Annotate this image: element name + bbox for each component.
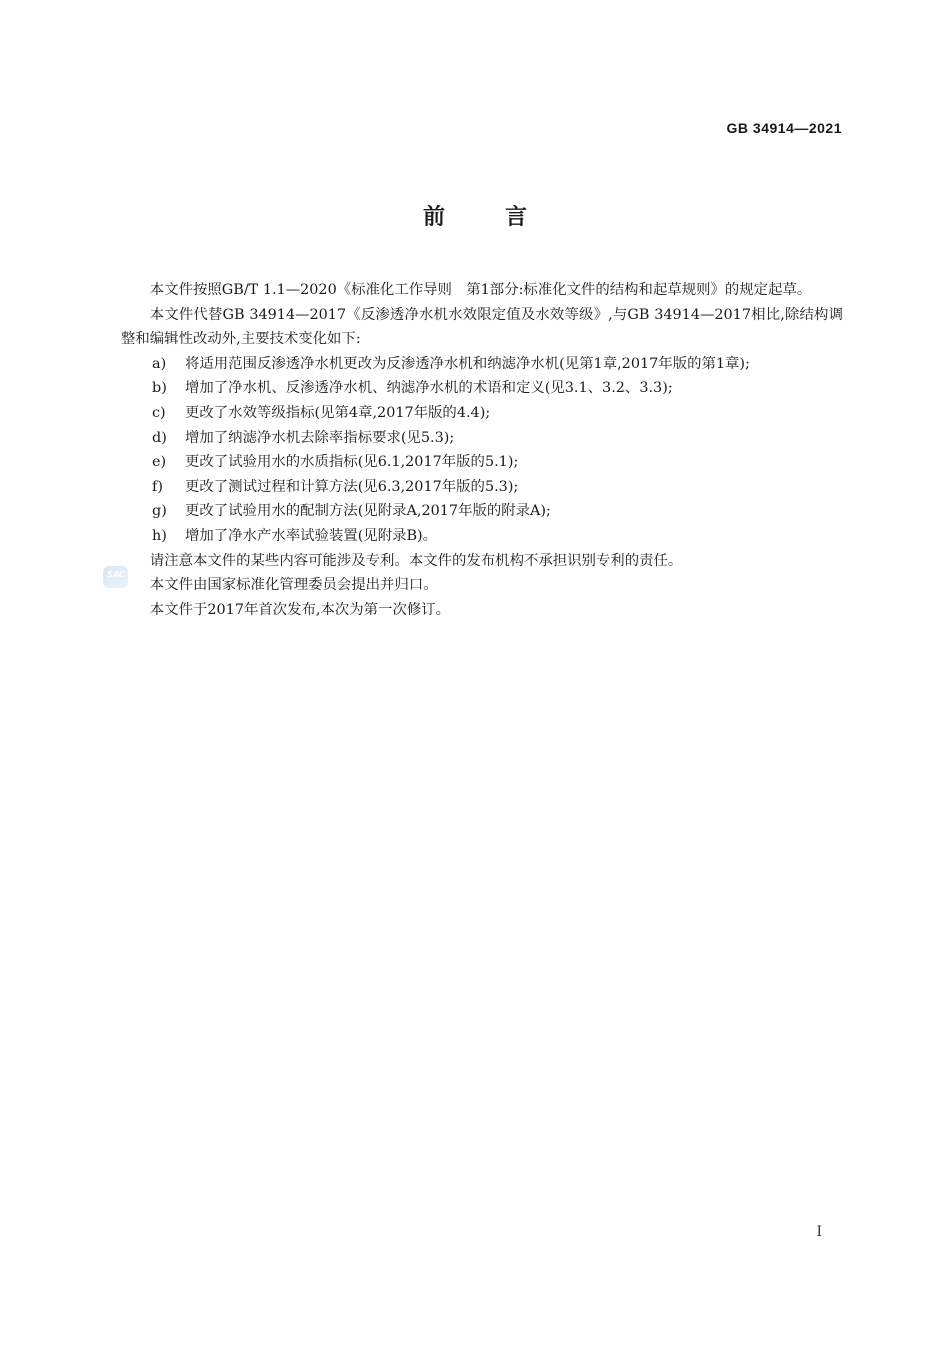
intro-paragraph-replacement: 本文件代替GB 34914—2017《反渗透净水机水效限定值及水效等级》,与GB 34914—2017相比,除结构调整和编辑性改动外,主要技术变化如下:	[121, 306, 843, 348]
list-item-text: 更改了试验用水的水质指标(见6.1,2017年版的5.1);	[185, 454, 519, 471]
list-item-mark: f)	[152, 478, 163, 495]
list-item	[121, 352, 843, 377]
list-item	[121, 499, 843, 524]
list-item	[121, 376, 843, 401]
standard-number: GB 34914—2021	[726, 120, 842, 136]
foreword-body	[121, 278, 843, 622]
proposer-paragraph: 本文件由国家标准化管理委员会提出并归口。	[149, 577, 438, 594]
intro-paragraph-drafting: 本文件按照GB/T 1.1—2020《标准化工作导则 第1部分:标准化文件的结构和起草规则》的规定起草。	[149, 282, 812, 298]
list-item-mark: a)	[152, 355, 167, 372]
list-item	[121, 475, 843, 500]
list-item-mark: c)	[152, 404, 166, 421]
list-item-mark: h)	[152, 527, 167, 544]
list-item	[121, 401, 843, 426]
list-item-text: 更改了试验用水的配制方法(见附录A,2017年版的附录A);	[185, 503, 551, 520]
list-item-mark: e)	[152, 454, 167, 471]
patent-notice-paragraph: 请注意本文件的某些内容可能涉及专利。本文件的发布机构不承担识别专利的责任。	[149, 552, 683, 569]
list-item-text: 增加了纳滤净水机去除率指标要求(见5.3);	[185, 429, 455, 446]
list-item	[121, 426, 843, 451]
list-item-text: 增加了净水产水率试验装置(见附录B)。	[185, 527, 438, 544]
list-item	[121, 450, 843, 475]
list-item-text: 更改了水效等级指标(见第4章,2017年版的4.4);	[185, 404, 491, 421]
revision-history-paragraph: 本文件于2017年首次发布,本次为第一次修订。	[149, 601, 451, 618]
list-item-mark: g)	[152, 503, 167, 520]
sac-logo-text: SAC	[107, 570, 125, 579]
list-item-text: 更改了测试过程和计算方法(见6.3,2017年版的5.3);	[185, 478, 519, 495]
page-number: I	[816, 1224, 822, 1240]
list-item	[121, 524, 843, 549]
list-item-mark: d)	[152, 429, 167, 446]
list-item-text: 将适用范围反渗透净水机更改为反渗透净水机和纳滤净水机(见第1章,2017年版的第1章);	[185, 355, 750, 372]
page-title: 前言	[422, 205, 587, 230]
list-item-mark: b)	[152, 380, 167, 397]
technical-changes-list	[121, 352, 843, 549]
list-item-text: 增加了净水机、反渗透净水机、纳滤净水机的术语和定义(见3.1、3.2、3.3);	[185, 380, 673, 397]
